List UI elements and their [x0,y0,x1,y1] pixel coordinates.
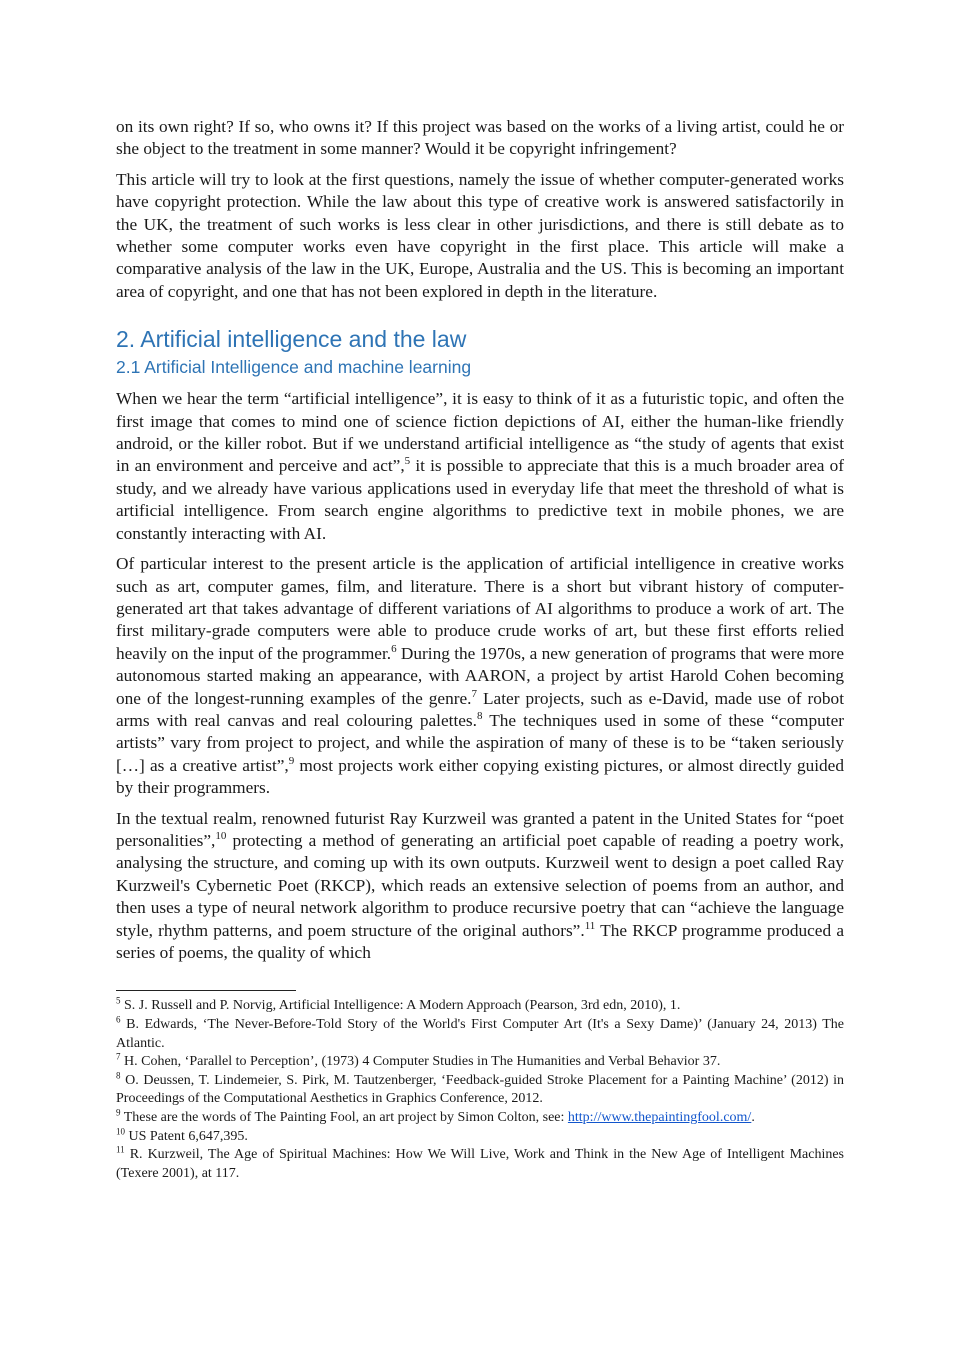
footnotes [116,997,844,1183]
paragraph-5-text-c: The RKCP programme produced a series of poems, the quality of which [116,920,844,962]
footnote-number: 8 [116,1070,121,1081]
paragraph-1: on its own right? If so, who owns it? If this project was based on the works of a living artist, could he or she object to the treatment in some manner? Would it be copyright infringement? [116,117,844,159]
paragraph-4-text-e: most projects work either copying existing pictures, or almost directly guided by their programmers. [116,755,844,798]
paragraph-3-text-a: When we hear the term “artificial intelligence”, it is easy to think of it as a futuristic topic, and often the first image that comes to mind one of science fiction depictions of AI, either the human-like friendly android, or the killer robot. But if we understand artificial intelligence as “the study of agents that exist in an environment and perceive and act”, [116,389,844,476]
footnote-text: US Patent 6,647,395. [125,1128,248,1144]
paragraph-4-text-a: Of particular interest to the present article is the application of artificial intelligence in creative works such as art, computer games, film, and literature. There is a short but vibrant history of computer-generated art that takes advantage of different variations of AI algorithms to produce a work of art. The first military-grade computers were able to produce crude works of art, but these first efforts relied heavily on the input of the programmer. [116,554,844,663]
footnote-7 [116,1053,844,1072]
paragraph-3 [116,388,844,545]
footnote-9 [116,1109,844,1128]
footnote-text: These are the words of The Painting Fool, an art project by Simon Colton, see: [120,1109,568,1125]
footnote-ref-7[interactable]: 7 [471,687,477,700]
footnote-text: R. Kurzweil, The Age of Spiritual Machines: How We Will Live, Work and Think in the New Age of Intelligent Machines (Texere 2001), at 117. [116,1147,844,1181]
paragraph-5 [116,808,844,965]
footnote-ref-11[interactable]: 11 [584,919,596,932]
footnote-text-end: . [751,1109,755,1125]
footnote-ref-8[interactable]: 8 [476,710,483,723]
footnote-5 [116,997,844,1016]
paragraph-4-text-b: During the 1970s, a new generation of programs that were more autonomous started making an appearance, with AARON, a project by artist Harold Cohen becoming one of the longest-running examples of the genre. [116,643,844,708]
subsection-heading: 2.1 Artificial Intelligence and machine learning [116,357,472,378]
footnote-divider [116,990,296,991]
footnote-ref-5[interactable]: 5 [404,455,411,468]
footnote-number: 9 [116,1107,121,1118]
footnote-ref-10[interactable]: 10 [215,830,227,843]
footnote-number: 7 [116,1051,121,1062]
footnote-ref-9[interactable]: 9 [288,754,295,767]
footnote-text: S. J. Russell and P. Norvig, Artificial Intelligence: A Modern Approach (Pearson, 3rd edn, 2010), 1. [120,998,681,1014]
footnote-10 [116,1125,844,1147]
paragraph-2: This article will try to look at the first questions, namely the issue of whether computer-generated works have copyright protection. While the law about this type of creative work is answered satisfactorily in the UK, the treatment of such works is less clear in other jurisdictions, and there is still debate as to whether some computer works even have copyright in the first place. This article will make a comparative analysis of the law in the UK, Europe, Australia and the US. This is becoming an important area of copyright, and one that has not been explored in depth in the literature. [116,169,844,301]
footnote-ref-6[interactable]: 6 [391,642,397,655]
paragraph-4 [116,553,844,799]
footnote-8 [116,1072,844,1109]
paragraph-5-text-b: protecting a method of generating an artificial poet capable of reading a poetry work, analysing the structure, and coming up with its own outputs. Kurzweil went to design a poet called Ray Kurzweil's Cybernetic Poet (RKCP), which reads an extensive selection of poems from an author, and then uses a type of neural network algorithm to produce recursive poetry that can “achieve the language style, rhythm patterns, and poem structure of the original authors”. [116,830,844,940]
paragraph-3-text-b: it is possible to appreciate that this is a much broader area of study, and we already have various applications used in everyday life that meet the threshold of what is artificial intelligence. From search engine algorithms to predictive text in mobile phones, we are constantly interacting with AI. [116,456,844,543]
footnote-text: H. Cohen, ‘Parallel to Perception’, (1973) 4 Computer Studies in The Humanities and Verbal Behavior 37. [120,1054,721,1070]
paragraph-5-text-a: In the textual realm, renowned futurist Ray Kurzweil was granted a patent in the United States for “poet personalities”, [116,808,844,850]
footnote-number: 10 [116,1125,125,1136]
section-heading: 2. Artificial intelligence and the law [116,326,467,353]
footnote-text: B. Edwards, ‘The Never-Before-Told Story of the World's First Computer Art (It's a Sexy Dame)’ (January 24, 2013) The Atlantic. [116,1017,844,1051]
footnote-6 [116,1016,844,1053]
footnote-number: 11 [116,1144,125,1155]
painting-fool-link[interactable]: http://www.thepaintingfool.com/ [567,1109,752,1125]
footnote-number: 6 [116,1014,121,1025]
footnote-text: O. Deussen, T. Lindemeier, S. Pirk, M. Tautzenberger, ‘Feedback-guided Stroke Placement for a Painting Machine’ (2012) in Proceedings of the Computational Aesthetics in Graphics Conference, 2012. [116,1072,844,1107]
paragraph-4-text-c: Later projects, such as e-David, made use of robot arms with real canvas and real colouring palettes. [116,688,844,730]
footnote-number: 5 [116,995,121,1006]
paragraph-4-text-d: The techniques used in some of these “computer artists” vary from project to project, and while the aspiration of many of these is to be “taken seriously […] as a creative artist”, [116,710,844,775]
footnote-11 [116,1146,844,1183]
